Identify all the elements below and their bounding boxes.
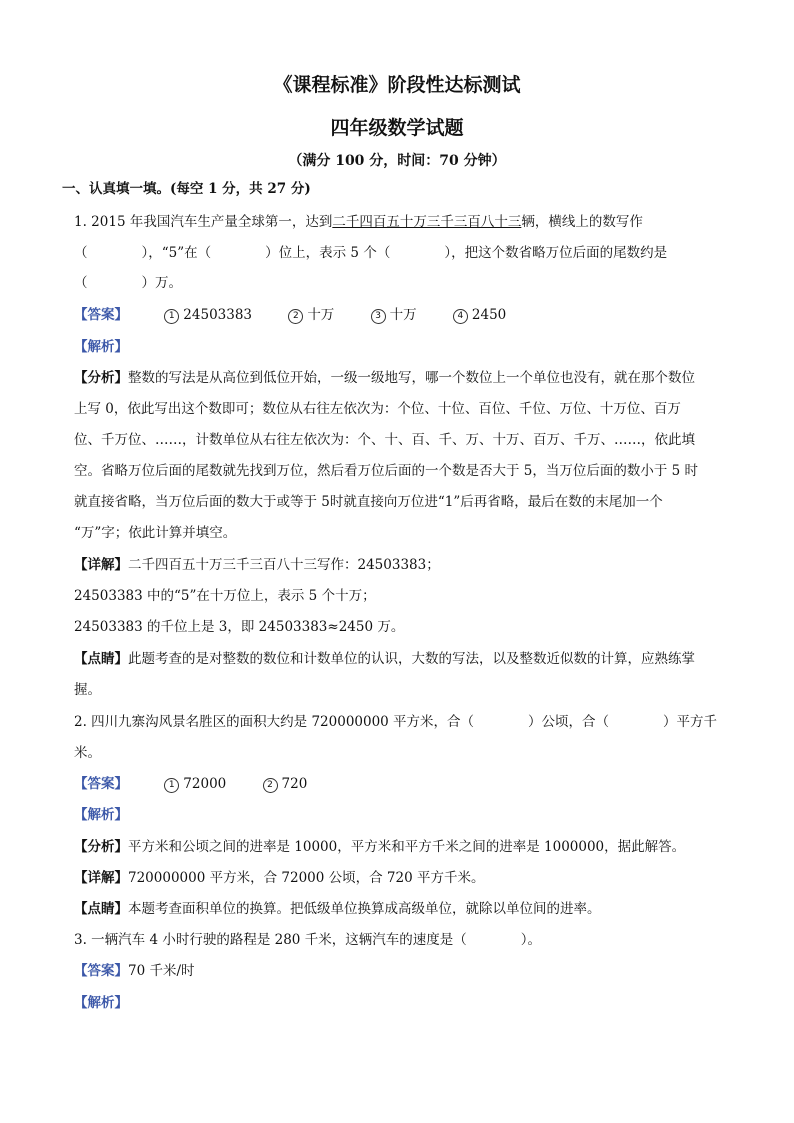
detail-text: 720000000 平方米，合 72000 公顷，合 720 平方千米。 (128, 870, 485, 886)
detail-tag: 【详解】 (74, 870, 128, 886)
answer-text: 70 千米/时 (128, 963, 195, 979)
answer-text: 十万 (307, 307, 335, 323)
section-heading: 一、认真填一填。(每空 1 分，共 27 分) (62, 181, 311, 197)
q1-line1-prefix: 1. 2015 年我国汽车生产量全球第一，达到 (74, 214, 333, 230)
answer-tag: 【答案】 (74, 307, 128, 323)
answer-text: 十万 (389, 307, 417, 323)
q1-fenxi-3: 位、千万位、……，计数单位从右往左依次为：个、十、百、千、万、十万、百万、千万、……，依此填 (74, 432, 695, 448)
q2-answer-row (74, 775, 724, 793)
q2-analysis-tag (74, 806, 724, 824)
answer-tag: 【答案】 (74, 963, 128, 979)
q1-answer-2 (288, 306, 334, 324)
document-title: 《课程标准》阶段性达标测试 (273, 74, 521, 96)
q2-answer-2 (263, 775, 308, 793)
q1-detail-3: 24503383 的千位上是 3，即 24503383≈2450 万。 (74, 619, 405, 635)
document-subtitle: 四年级数学试题 (330, 117, 464, 139)
analysis-tag: 【解析】 (74, 339, 128, 355)
answer-text: 72000 (183, 776, 227, 792)
q1-fenxi-2: 上写 0，依此写出这个数即可；数位从右往左依次为：个位、十位、百位、千位、万位、十万位、百万 (74, 401, 681, 417)
fenxi-tag: 【分析】 (74, 370, 128, 386)
q1-underlined-number: 二千四百五十万三千三百八十三 (332, 214, 522, 230)
exam-info: （满分 100 分，时间：70 分钟） (288, 153, 506, 169)
detail-text: 二千四百五十万三千三百八十三写作：24503383； (128, 557, 440, 573)
circled-number: 1 (164, 309, 179, 324)
circled-number: 2 (288, 309, 303, 324)
answer-text: 24503383 (183, 307, 253, 323)
q1-fenxi-5: 就直接省略，当万位后面的数大于或等于 5时就直接向万位进“1”后再省略，最后在数的末尾加一个 (74, 494, 663, 510)
q2-answer-1 (164, 775, 226, 793)
q1-line2: （ ），“5”在（ ）位上，表示 5 个（ ），把这个数省略万位后面的尾数约是 (74, 245, 668, 261)
analysis-tag: 【解析】 (74, 807, 128, 823)
detail-tag: 【详解】 (74, 557, 128, 573)
point-tag: 【点睛】 (74, 651, 128, 667)
q1-answer-3 (371, 306, 417, 324)
circled-number: 2 (263, 778, 278, 793)
q1-answer-1 (164, 306, 252, 324)
q1-detail-2: 24503383 中的“5”在十万位上，表示 5 个十万； (74, 588, 376, 604)
q3-answer-row (74, 962, 724, 980)
q2-line1: 2. 四川九寨沟风景名胜区的面积大约是 720000000 平方米，合（ ）公顷，合（ ）平方千 (74, 714, 718, 730)
circled-number: 1 (164, 778, 179, 793)
q1-line1-suffix: 辆，横线上的数写作 (521, 214, 643, 230)
q2-detail (74, 869, 724, 887)
q1-fenxi-6: “万”字；依此计算并填空。 (74, 525, 237, 541)
analysis-tag: 【解析】 (74, 995, 128, 1011)
point-tag: 【点睛】 (74, 901, 128, 917)
q1-line3: （ ）万。 (74, 275, 182, 291)
q2-point (74, 900, 724, 918)
point-text: 本题考查面积单位的换算。把低级单位换算成高级单位，就除以单位间的进率。 (128, 901, 601, 917)
q1-analysis-tag (74, 338, 724, 356)
fenxi-text: 平方米和公顷之间的进率是 10000，平方米和平方千米之间的进率是 1000000，据此解答。 (128, 839, 686, 855)
q2-line2: 米。 (74, 745, 101, 761)
q1-fenxi-1 (74, 369, 724, 387)
q1-point-2: 握。 (74, 682, 101, 698)
q1-answer-4 (453, 306, 506, 324)
q1-line1 (74, 213, 724, 231)
q3-analysis-tag (74, 994, 724, 1012)
q1-detail-1 (74, 556, 724, 574)
q1-fenxi-4: 空。省略万位后面的尾数就先找到万位，然后看万位后面的一个数是否大于 5，当万位后面的数小于 5 时 (74, 463, 699, 479)
fenxi-text: 整数的写法是从高位到低位开始，一级一级地写，哪一个数位上一个单位也没有，就在那个数位 (128, 370, 695, 386)
q2-fenxi (74, 838, 724, 856)
circled-number: 4 (453, 309, 468, 324)
q3-line1: 3. 一辆汽车 4 小时行驶的路程是 280 千米，这辆汽车的速度是（ ）。 (74, 932, 541, 948)
q1-answer-row (74, 306, 724, 324)
answer-tag: 【答案】 (74, 776, 128, 792)
point-text: 此题考查的是对整数的数位和计数单位的认识，大数的写法，以及整数近似数的计算，应熟练掌 (128, 651, 695, 667)
circled-number: 3 (371, 309, 386, 324)
answer-text: 2450 (471, 307, 507, 323)
q1-point-1 (74, 650, 724, 668)
answer-text: 720 (281, 776, 308, 792)
fenxi-tag: 【分析】 (74, 839, 128, 855)
